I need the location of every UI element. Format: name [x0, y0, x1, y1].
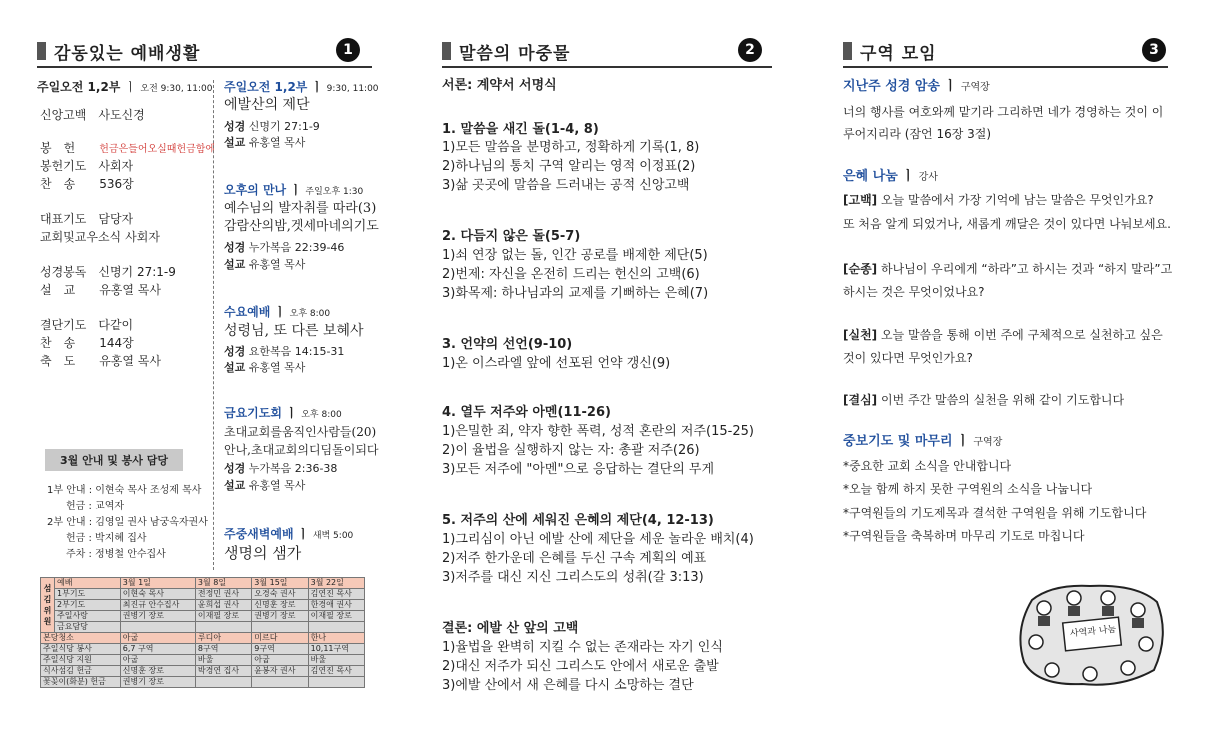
share-line: [결심] 이번 주간 말씀의 실천을 위해 같이 기도합니다	[843, 393, 1125, 407]
sermon-intro: 서론: 계약서 서명식	[442, 78, 557, 93]
service-preacher: 설교 유홍열 목사	[224, 258, 306, 271]
service-title2: 감람산의밤,겟세마네의기도	[224, 219, 379, 234]
share-line: [실천] 오늘 말씀을 통해 이번 주에 구체적으로 실천하고 싶은	[843, 328, 1163, 342]
col1-header	[37, 38, 200, 64]
table-row: 식사섬김 헌금 신명훈 장로 박경연 집사 윤봉자 권사 김연진 목사	[41, 666, 365, 677]
section-head: 2. 다듬지 않은 돌(5-7)	[442, 229, 581, 244]
duty-line: 헌금 : 박지혜 집사	[66, 533, 147, 544]
section-head: 결론: 에발 산 앞의 고백	[442, 621, 579, 636]
table-row: 주일식당 봉사 6,7 구역 8구역 9구역 10,11구역	[41, 644, 365, 655]
header-bar	[843, 42, 852, 60]
duty-line: 2부 안내 : 김영일 권사 남궁옥자권사	[47, 517, 208, 528]
table-header: 3월 22일	[308, 578, 364, 589]
table-row: 금요담당	[41, 622, 365, 633]
service-head: 수요예배 ㅣ 오후 8:00	[224, 305, 331, 319]
order-item: 대표기도 담당자	[40, 212, 134, 226]
service-schedule-table	[40, 577, 365, 688]
section-line: 1)은밀한 죄, 약자 향한 폭력, 성적 혼란의 저주(15-25)	[442, 424, 754, 439]
sunday-head-time: 오전 9:30, 11:00	[140, 84, 213, 94]
service-preacher: 설교 유홍열 목사	[224, 361, 306, 374]
service-scripture: 성경 신명기 27:1-9	[224, 120, 320, 133]
prayer-line: *구역원들의 기도제목과 결석한 구역원을 위해 기도합니다	[843, 506, 1147, 520]
service-preacher: 설교 유홍열 목사	[224, 479, 306, 492]
table-header: 3월 1일	[120, 578, 195, 589]
section-line: 3)화목제: 하나님과의 교제를 기뻐하는 은혜(7)	[442, 286, 709, 301]
table-header: 3월 15일	[252, 578, 308, 589]
col3-number-badge: 3	[1142, 38, 1166, 62]
service-title: 초대교회를움직인사람들(20)	[224, 425, 377, 439]
service-title: 성령님, 또 다른 보혜사	[224, 323, 364, 339]
section-line: 2)번제: 자신을 온전히 드리는 헌신의 고백(6)	[442, 267, 700, 282]
sunday-head-label: 주일오전 1,2부	[37, 80, 121, 94]
order-item: 찬 송 144장	[40, 336, 134, 350]
service-head: 오후의 만나 ㅣ 주일오후 1:30	[224, 183, 364, 197]
share-line: [고백] 오늘 말씀에서 가장 기억에 남는 말씀은 무엇인가요?	[843, 193, 1154, 207]
col2-number-badge: 2	[738, 38, 762, 62]
service-scripture: 성경 요한복음 14:15-31	[224, 345, 345, 358]
col2-divider	[442, 66, 772, 68]
order-item: 교회및교우소식 사회자	[40, 230, 160, 244]
order-item: 성경봉독 신명기 27:1-9	[40, 265, 176, 279]
section-line: 2)저주 한가운데 은혜를 두신 구속 계획의 예표	[442, 551, 707, 566]
col2-title: 말씀의 마중물	[459, 43, 571, 64]
service-preacher: 설교 유홍열 목사	[224, 136, 306, 149]
table-row: 2부기도 최진규 안수집사 윤희섭 권사 신명훈 장로 한경애 권사	[41, 600, 365, 611]
sunday-order-head: 주일오전 1,2부 ㅣ 오전 9:30, 11:00	[37, 80, 213, 94]
service-head: 금요기도회 ㅣ 오후 8:00	[224, 406, 342, 420]
duty-line: 1부 안내 : 이현숙 목사 조성제 목사	[47, 485, 202, 496]
section-line: 3)모든 저주에 "아멘"으로 응답하는 결단의 무게	[442, 462, 715, 477]
march-duty-box: 3월 안내 및 봉사 담당	[45, 449, 183, 471]
duty-line: 헌금 : 교역자	[66, 501, 125, 512]
section-line: 1)온 이스라엘 앞에 선포된 언약 갱신(9)	[442, 356, 671, 371]
share-line: [순종] 하나님이 우리에게 “하라”고 하시는 것과 “하지 말라”고	[843, 262, 1173, 276]
header-bar	[442, 42, 451, 60]
col1-vertical-divider	[213, 80, 214, 570]
memory-head: 지난주 성경 암송 ㅣ 구역장	[843, 79, 990, 94]
section-line: 2)이 율법을 실행하지 않는 자: 총괄 저주(26)	[442, 443, 700, 458]
table-header: 3월 8일	[195, 578, 251, 589]
prayer-line: *오늘 함께 하지 못한 구역원의 소식을 나눕니다	[843, 482, 1093, 496]
order-item: 봉헌기도 사회자	[40, 159, 134, 173]
col1-title: 감동있는 예배생활	[54, 43, 201, 64]
order-item: 축 도 유홍열 목사	[40, 354, 161, 368]
col3-divider	[843, 66, 1168, 68]
service-scripture: 성경 누가복음 2:36-38	[224, 462, 338, 475]
service-scripture: 성경 누가복음 22:39-46	[224, 241, 345, 254]
order-item: 봉 헌 헌금은들어오실때헌금함에	[40, 141, 216, 155]
section-line: 1)율법을 완벽히 지킬 수 없는 존재라는 자기 인식	[442, 640, 723, 655]
section-head: 3. 언약의 선언(9-10)	[442, 337, 573, 352]
section-line: 2)대신 저주가 되신 그리스도 안에서 새로운 출발	[442, 659, 719, 674]
col1-number-badge: 1	[336, 38, 360, 62]
share-line: 것이 있다면 무엇인가요?	[843, 351, 973, 365]
table-row	[41, 578, 365, 589]
section-line: 3)저주를 대신 지신 그리스도의 성취(갈 3:13)	[442, 570, 704, 585]
table-header: 예배	[55, 578, 121, 589]
service-head: 주중새벽예배 ㅣ 새벽 5:00	[224, 527, 354, 541]
section-line: 3)삶 곳곳에 말씀을 드러내는 공적 신앙고백	[442, 178, 690, 193]
duty-line: 주차 : 정병철 안수집사	[66, 549, 166, 560]
share-line: 하시는 것은 무엇이었나요?	[843, 285, 985, 299]
service-head: 주일오전 1,2부 ㅣ 9:30, 11:00	[224, 80, 379, 94]
service-title: 생명의 샘가	[224, 544, 302, 562]
table-row: 주일사랑 권병기 장로 이재필 장로 권병기 장로 이재필 장로	[41, 611, 365, 622]
col3-header	[843, 38, 937, 64]
prayer-head: 중보기도 및 마무리 ㅣ 구역장	[843, 434, 1003, 449]
memory-line: 너의 행사를 여호와께 맡기라 그리하면 네가 경영하는 것이 이	[843, 105, 1164, 119]
col2-header	[442, 38, 570, 64]
table-row: 본당청소 아굽 루디아 미르다 한나	[41, 633, 365, 644]
illustration-caption: 사역과 나눔	[1069, 624, 1117, 640]
order-item: 신앙고백 사도신경	[40, 108, 145, 122]
section-line: 1)모든 말씀을 분명하고, 정확하게 기록(1, 8)	[442, 140, 700, 155]
order-item: 찬 송 536장	[40, 177, 134, 191]
group-sharing-illustration	[1012, 580, 1168, 690]
header-bar	[37, 42, 46, 60]
service-title: 예수님의 발자취를 따라(3)	[224, 201, 377, 216]
section-head: 4. 열두 저주와 아멘(11-26)	[442, 405, 611, 420]
col3-title: 구역 모임	[860, 43, 937, 64]
service-title2: 안나,초대교회의디딤돌이되다	[224, 443, 379, 457]
col1-divider	[37, 66, 372, 68]
section-head: 1. 말씀을 새긴 돌(1-4, 8)	[442, 122, 599, 137]
share-head: 은혜 나눔 ㅣ 강사	[843, 169, 938, 184]
section-line: 1)쇠 연장 없는 돌, 인간 공로를 배제한 제단(5)	[442, 248, 708, 263]
table-row: 1부기도 이현숙 목사 전정민 권사 오경숙 권사 김연진 목사	[41, 589, 365, 600]
section-head: 5. 저주의 산에 세워진 은혜의 제단(4, 12-13)	[442, 513, 714, 528]
table-row: 꽃꽂이(화분) 헌금 권병기 장로	[41, 677, 365, 688]
section-line: 2)하나님의 통치 구역 알리는 영적 이정표(2)	[442, 159, 696, 174]
prayer-line: *중요한 교회 소식을 안내합니다	[843, 459, 1012, 473]
share-line: 또 처음 알게 되었거나, 새롭게 깨달은 것이 있다면 나눠보세요.	[843, 217, 1171, 231]
table-side-label: 섬김위원	[41, 578, 55, 633]
prayer-line: *구역원들을 축복하며 마무리 기도로 마칩니다	[843, 529, 1085, 543]
section-line: 3)에발 산에서 새 은혜를 다시 소망하는 결단	[442, 678, 694, 693]
order-item: 결단기도 다같이	[40, 318, 134, 332]
table-row: 주일식당 지원 아굽 바울 아굽 바울	[41, 655, 365, 666]
order-item: 설 교 유홍열 목사	[40, 283, 161, 297]
service-title: 에발산의 제단	[224, 97, 310, 113]
section-line: 1)그리심이 아닌 에발 산에 제단을 세운 놀라운 배치(4)	[442, 532, 754, 547]
memory-line: 루어지리라 (잠언 16장 3절)	[843, 127, 992, 141]
